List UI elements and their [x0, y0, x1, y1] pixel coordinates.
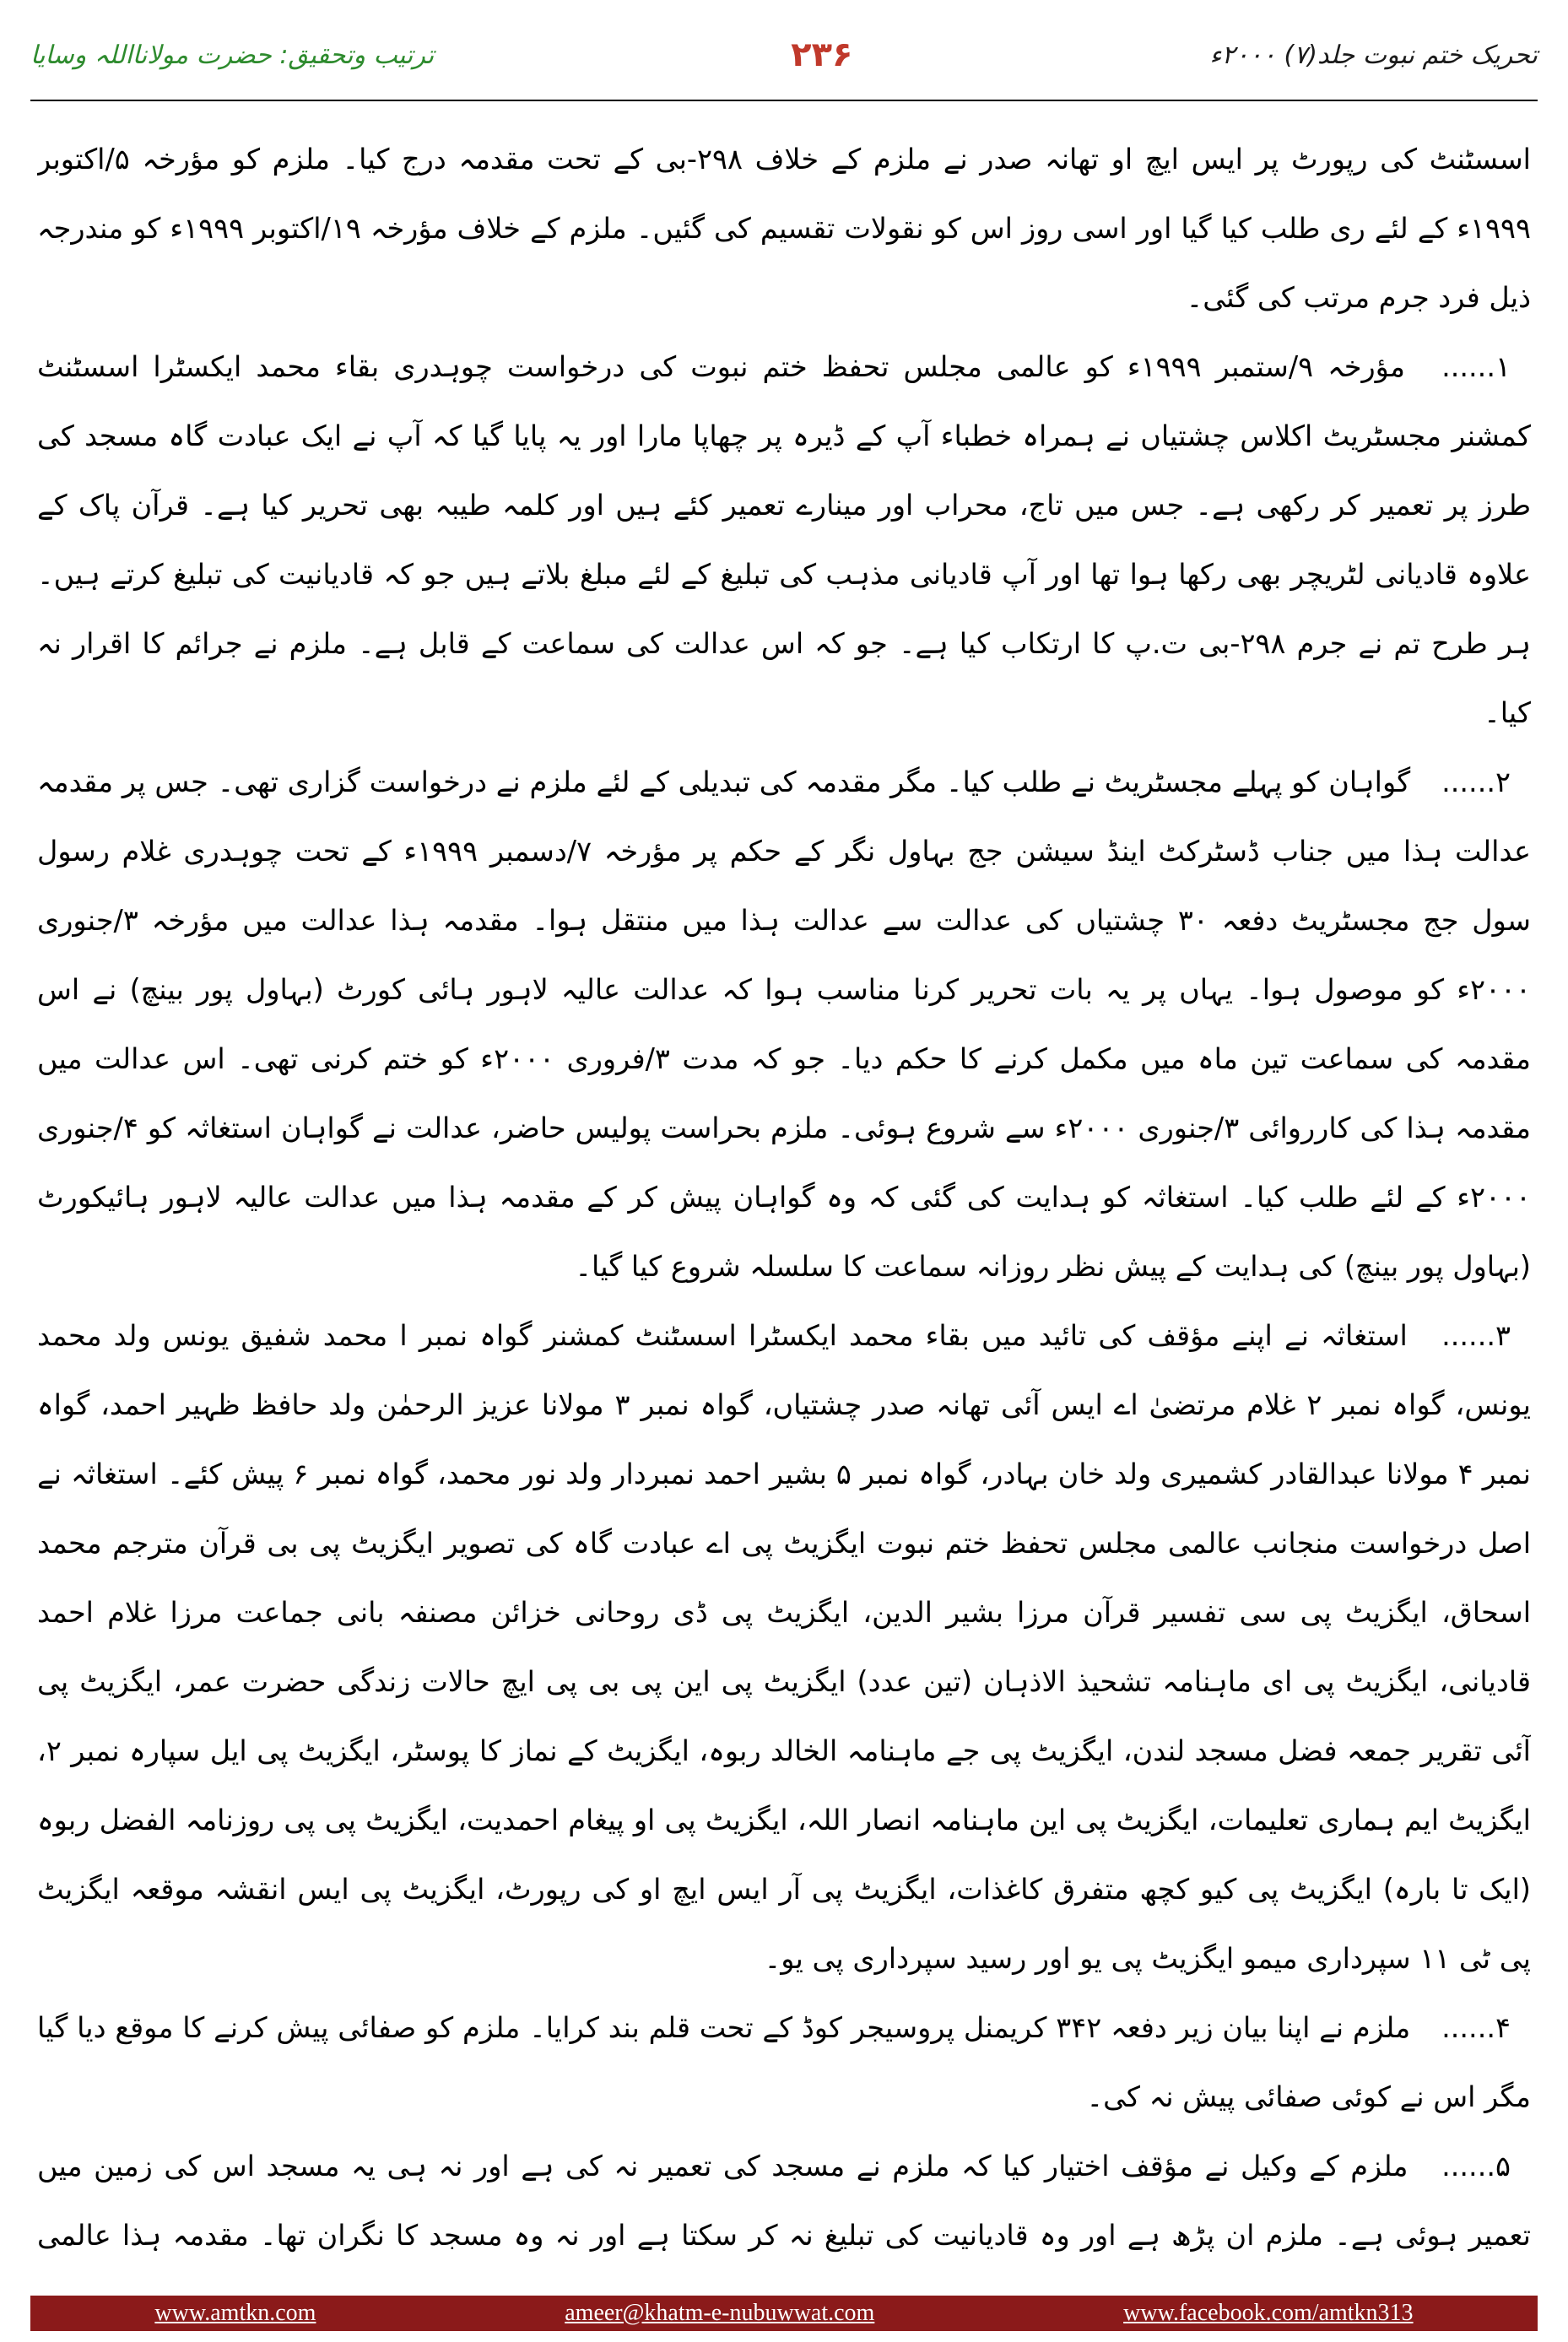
- page-footer: [30, 2296, 1538, 2331]
- paragraph-3: [37, 1301, 1531, 1993]
- paragraph-number: ۳......: [1441, 1319, 1511, 1352]
- paragraph-text: ملزم کے وکیل نے مؤقف اختیار کیا کہ ملزم نے مسجد کی تعمیر نہ کی ہے اور نہ ہی یہ مسجد اس کی زمین میں تعمیر ہوئی ہے۔ ملزم ان پڑھ ہے اور وہ قادیانیت کی تبلیغ نہ کر سکتا ہے اور نہ وہ مسجد کا نگران تھا۔ مقدمہ ہذا عالمی: [37, 2150, 1531, 2252]
- footer-website-link[interactable]: www.amtkn.com: [154, 2300, 316, 2326]
- paragraph-number: ۲......: [1441, 765, 1511, 798]
- paragraph-intro: [37, 125, 1531, 333]
- footer-email-link[interactable]: ameer@khatm-e-nubuwwat.com: [565, 2300, 875, 2326]
- paragraph-number: ۵......: [1441, 2150, 1511, 2182]
- paragraph-text: مؤرخہ ۹/ستمبر ۱۹۹۹ء کو عالمی مجلس تحفظ ختم نبوت کی درخواست چوہدری بقاء محمد ایکسٹرا اسسٹنٹ کمشنر مجسٹریٹ اکلاس چشتیاں نے ہمراہ خطباء آپ کے ڈیرہ پر چھاپا مارا اور یہ پایا گیا کہ آپ نے ایک عبادت گاہ مسجد کی طرز پر تعمیر کر رکھی ہے۔ جس میں تاج، محراب اور مینارے تعمیر کئے ہیں اور کلمہ طیبہ بھی تحریر کیا ہے۔ قرآن پاک کے علاوہ قادیانی لٹریچر بھی رکھا ہوا تھا اور آپ قادیانی مذہب کی تبلیغ کے لئے مبلغ بلاتے ہیں جو کہ قادیانیت کی تبلیغ کرتے ہیں۔ ہر طرح تم نے جرم ۲۹۸-بی ت.پ کا ارتکاب کیا ہے۔ جو کہ اس عدالت کی سماعت کے قابل ہے۔ ملزم نے جرائم کا اقرار نہ کیا۔: [37, 350, 1531, 729]
- page-header: [30, 25, 1538, 84]
- page-number: ۲۳۶: [791, 35, 853, 74]
- header-book-title: تحریک ختم نبوت جلد(۷) ۲۰۰۰ء: [1209, 40, 1538, 70]
- paragraph-text: استغاثہ نے اپنے مؤقف کی تائید میں بقاء محمد ایکسٹرا اسسٹنٹ کمشنر گواہ نمبر ا محمد شفیق یونس ولد محمد یونس، گواہ نمبر ۲ غلام مرتضیٰ اے ایس آئی تھانہ صدر چشتیاں، گواہ نمبر ۳ مولانا عزیز الرحمٰن ولد حافظ ظہیر احمد، گواہ نمبر ۴ مولانا عبدالقادر کشمیری ولد خان بہادر، گواہ نمبر ۵ بشیر احمد نمبردار ولد نور محمد، گواہ نمبر ۶ پیش کئے۔ استغاثہ نے اصل درخواست منجانب عالمی مجلس تحفظ ختم نبوت ایگزیٹ پی اے عبادت گاہ کی تصویر ایگزیٹ پی بی قرآن مترجم محمد اسحاق، ایگزیٹ پی سی تفسیر قرآن مرزا بشیر الدین، ایگزیٹ پی ڈی روحانی خزائن مصنفہ بانی جماعت مرزا غلام احمد قادیانی، ایگزیٹ پی ای ماہنامہ تشحیذ الاذہان (تین عدد) ایگزیٹ پی این پی بی پی ایچ حالات زندگی حضرت عمر، ایگزیٹ پی آئی تقریر جمعہ فضل مسجد لندن، ایگزیٹ پی جے ماہنامہ الخالد ربوہ، ایگزیٹ کے نماز کا پوسٹر، ایگزیٹ پی ایل سپارہ نمبر ۲، ایگزیٹ ایم ہماری تعلیمات، ایگزیٹ پی این ماہنامہ انصار اللہ، ایگزیٹ پی او پیغام احمدیت، ایگزیٹ پی پی روزنامہ الفضل ربوہ (ایک تا بارہ) ایگزیٹ پی کیو کچھ متفرق کاغذات، ایگزیٹ پی آر ایس ایچ او کی رپورٹ، ایگزیٹ پی ایس انقشہ موقعہ ایگزیٹ پی ٹی ۱۱ سپرداری میمو ایگزیٹ پی یو اور رسید سپرداری پی یو۔: [37, 1319, 1531, 1975]
- footer-facebook-link[interactable]: www.facebook.com/amtkn313: [1123, 2300, 1414, 2326]
- paragraph-text: ملزم نے اپنا بیان زیر دفعہ ۳۴۲ کریمنل پروسیجر کوڈ کے تحت قلم بند کرایا۔ ملزم کو صفائی پیش کرنے کا موقع دیا گیا مگر اس نے کوئی صفائی پیش نہ کی۔: [37, 2011, 1531, 2113]
- paragraph-2: [37, 748, 1531, 1301]
- paragraph-1: [37, 333, 1531, 748]
- paragraph-5: [37, 2132, 1531, 2269]
- header-divider: [30, 100, 1538, 101]
- document-body: [37, 125, 1531, 2269]
- paragraph-text: اسسٹنٹ کی رپورٹ پر ایس ایچ او تھانہ صدر نے ملزم کے خلاف ۲۹۸-بی کے تحت مقدمہ درج کیا۔ ملزم کو مؤرخہ ۵/اکتوبر ۱۹۹۹ء کے لئے ری طلب کیا گیا اور اسی روز اس کو نقولات تقسیم کی گئیں۔ ملزم کے خلاف مؤرخہ ۱۹/اکتوبر ۱۹۹۹ء کو مندرجہ ذیل فرد جرم مرتب کی گئی۔: [37, 143, 1531, 314]
- paragraph-number: ۴......: [1441, 2011, 1511, 2044]
- paragraph-text: گواہان کو پہلے مجسٹریٹ نے طلب کیا۔ مگر مقدمہ کی تبدیلی کے لئے ملزم نے درخواست گزاری تھی۔ جس پر مقدمہ عدالت ہذا میں جناب ڈسٹرکٹ اینڈ سیشن جج بہاول نگر کے حکم پر مؤرخہ ۷/دسمبر ۱۹۹۹ء کے تحت چوہدری غلام رسول سول جج مجسٹریٹ دفعہ ۳۰ چشتیاں کی عدالت سے عدالت ہذا میں منتقل ہوا۔ مقدمہ ہذا عدالت میں مؤرخہ ۳/جنوری ۲۰۰۰ء کو موصول ہوا۔ یہاں پر یہ بات تحریر کرنا مناسب ہوا کہ عدالت عالیہ لاہور ہائی کورٹ (بہاول پور بینچ) نے اس مقدمہ کی سماعت تین ماہ میں مکمل کرنے کا حکم دیا۔ جو کہ مدت ۳/فروری ۲۰۰۰ء کو ختم کرنی تھی۔ اس عدالت میں مقدمہ ہذا کی کارروائی ۳/جنوری ۲۰۰۰ء سے شروع ہوئی۔ ملزم بحراست پولیس حاضر، عدالت نے گواہان استغاثہ کو ۴/جنوری ۲۰۰۰ء کے لئے طلب کیا۔ استغاثہ کو ہدایت کی گئی کہ وہ گواہان پیش کر کے مقدمہ ہذا میں عدالت عالیہ لاہور ہائیکورٹ (بہاول پور بینچ) کی ہدایت کے پیش نظر روزانہ سماعت کا سلسلہ شروع کیا گیا۔: [37, 765, 1531, 1283]
- paragraph-number: ۱......: [1441, 350, 1511, 383]
- header-compiler: ترتیب وتحقیق: حضرت مولانااللہ وسایا: [30, 40, 435, 70]
- paragraph-4: [37, 1993, 1531, 2132]
